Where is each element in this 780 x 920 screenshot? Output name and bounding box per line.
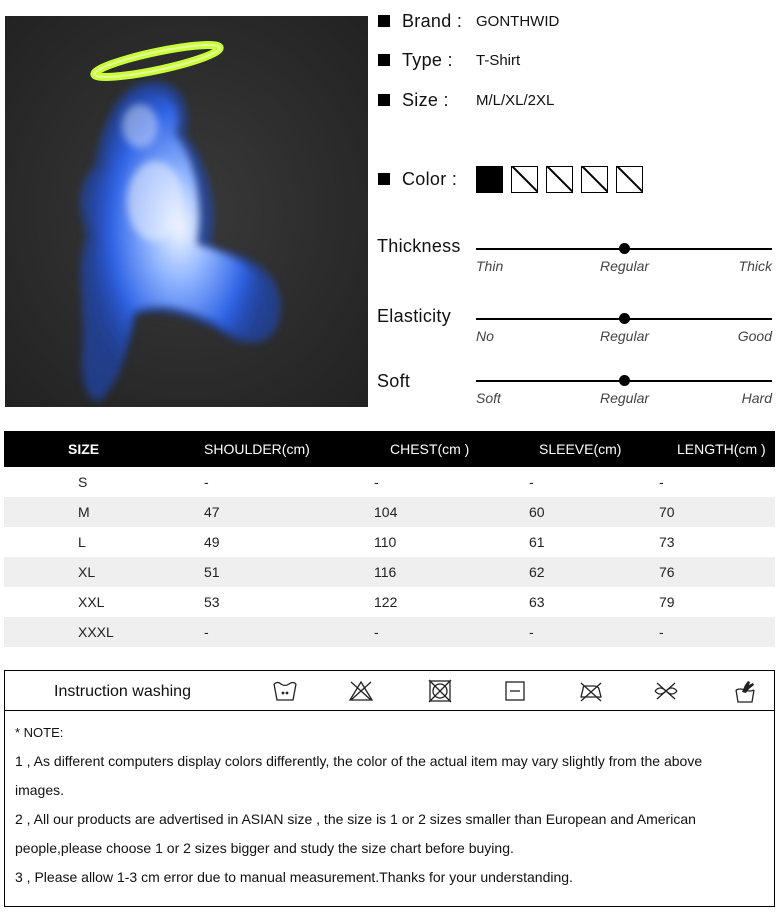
slider-caption-right: Thick [738,258,772,274]
table-cell: M [4,497,180,527]
slider-track-elasticity [476,318,772,320]
slider-knob [619,243,630,254]
color-swatches [476,166,643,193]
table-row [4,587,775,617]
do-not-tumble-dry-icon [427,678,453,704]
table-cell: 104 [366,497,511,527]
washing-instructions [4,670,775,711]
table-cell: - [659,474,664,490]
table-cell: - [529,474,534,490]
table-cell: L [78,534,86,550]
spec-size [378,88,555,112]
table-cell: 79 [659,594,675,610]
column-header: LENGTH(cm ) [641,431,775,467]
color-swatch-1[interactable] [476,166,503,193]
type-value: T-Shirt [476,51,521,69]
table-cell: 53 [204,594,220,610]
table-cell: - [366,617,511,647]
spec-brand [378,9,560,33]
slider-caption-left: Thin [476,258,504,274]
notes-box [4,711,775,907]
color-swatch-3[interactable] [546,166,573,193]
table-cell: - [180,617,366,647]
table-cell: 70 [641,497,775,527]
slider-caption-left: No [476,328,494,344]
bullet-square [378,54,390,66]
spec-type [378,48,521,72]
slider-caption-middle: Regular [600,390,650,406]
slider-label-soft: Soft [377,371,411,391]
table-cell: XXXL [4,617,180,647]
table-cell: 116 [366,557,511,587]
column-header: SLEEVE(cm) [511,431,641,467]
do-not-wring-icon [653,678,679,704]
slider-caption-left: Soft [476,390,501,406]
note-line: images. [15,782,65,798]
table-cell: - [374,474,379,490]
color-label: Color : [402,168,458,189]
column-header: CHEST(cm ) [366,431,511,467]
size-value: M/L/XL/2XL [476,91,555,109]
table-cell: XL [4,557,180,587]
brand-label: Brand : [402,10,463,31]
note-heading: * NOTE: [15,725,64,740]
table-cell: 110 [374,534,397,550]
size-chart-header [4,431,775,467]
slider-caption-right: Hard [741,390,772,406]
hand-wash-only-icon [732,678,758,704]
dry-flat-icon [502,678,528,704]
do-not-bleach-icon [348,678,374,704]
slider-knob [619,375,630,386]
table-row [4,617,775,647]
do-not-iron-icon [578,678,604,704]
table-cell: 62 [511,557,641,587]
table-cell: 73 [659,534,675,550]
table-cell: - [511,617,641,647]
table-row [4,527,775,557]
table-cell: - [641,617,775,647]
slider-track-thickness [476,248,772,250]
bullet-square [378,173,390,185]
table-cell: 76 [641,557,775,587]
shirt-print-graphic [5,16,368,407]
table-cell: 61 [529,534,545,550]
table-cell: 51 [180,557,366,587]
washing-title: Instruction washing [54,683,191,700]
color-swatch-4[interactable] [581,166,608,193]
note-line: 1 , As different computers display colors differently, the color of the actual item may vary slightly from the above [15,753,703,769]
bullet-square [378,94,390,106]
brand-value: GONTHWID [476,12,560,30]
type-label: Type : [402,49,453,70]
hand-wash-30-icon [272,678,298,704]
spec-color [378,167,457,191]
table-cell: - [204,474,209,490]
slider-caption-middle: Regular [600,258,650,274]
size-chart-table [4,431,775,647]
slider-caption-middle: Regular [600,328,650,344]
table-cell: 60 [511,497,641,527]
table-row [4,557,775,587]
slider-track-soft [476,380,772,382]
column-header: SIZE [4,431,180,467]
size-label: Size : [402,89,449,110]
table-cell: XXL [78,594,105,610]
table-cell: S [78,474,88,490]
slider-label-elasticity: Elasticity [377,306,452,326]
bullet-square [378,15,390,27]
slider-knob [619,313,630,324]
table-cell: 63 [529,594,545,610]
note-line: people,please choose 1 or 2 sizes bigger and study the size chart before buying. [15,840,514,856]
slider-label-thickness: Thickness [377,236,461,256]
note-line: 3 , Please allow 1-3 cm error due to manual measurement.Thanks for your understanding. [15,869,573,885]
column-header: SHOULDER(cm) [180,431,366,467]
product-photo [5,16,368,407]
note-line: 2 , All our products are advertised in ASIAN size , the size is 1 or 2 sizes smaller than European and American [15,811,696,827]
table-row [4,467,775,497]
table-cell: 47 [180,497,366,527]
table-cell: 122 [374,594,398,610]
color-swatch-2[interactable] [511,166,538,193]
color-swatch-5[interactable] [616,166,643,193]
table-cell: 49 [204,534,220,550]
table-row [4,497,775,527]
slider-caption-right: Good [737,328,772,344]
